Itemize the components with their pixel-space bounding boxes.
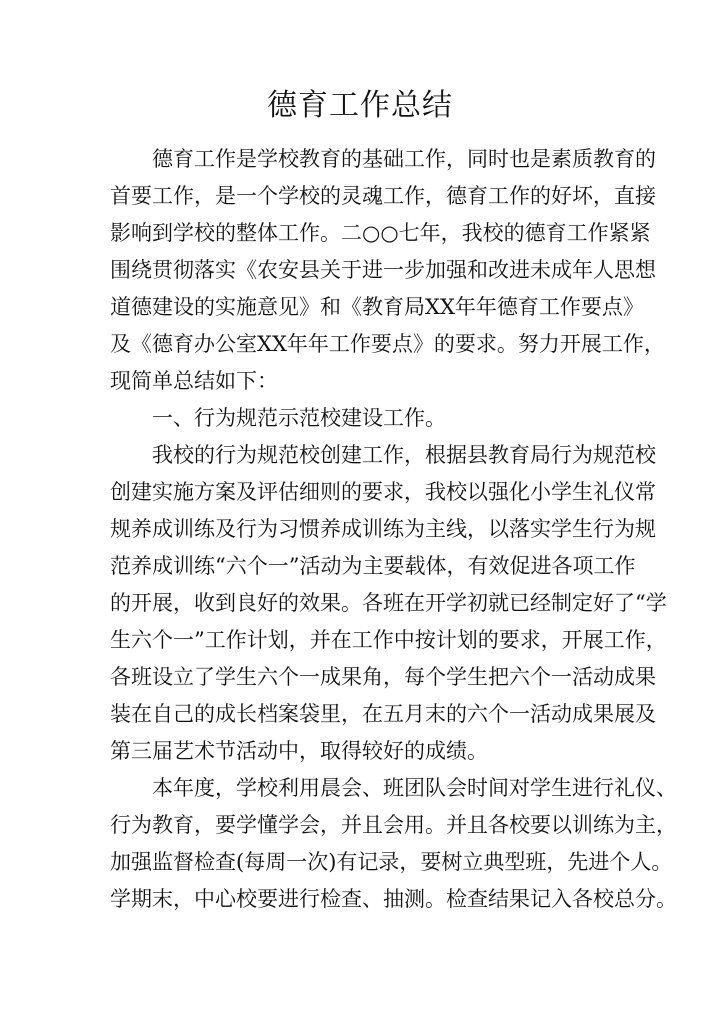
text-line: 德育工作是学校教育的基础工作，同时也是素质教育的: [152, 147, 656, 171]
text-line: 影响到学校的整体工作。二○○七年，我校的德育工作紧紧: [110, 221, 651, 245]
text-line: 行为教育，要学懂学会，并且会用。并且各校要以训练为主，: [110, 813, 677, 837]
text-line: 范养成训练“六个一”活动为主要载体，有效促进各项工作: [110, 554, 636, 578]
text-line: 加强监督检查(每周一次)有记录，要树立典型班，先进个人。: [110, 850, 673, 874]
text-line: 第三届艺术节活动中，取得较好的成绩。: [110, 739, 488, 763]
text-line: 现简单总结如下：: [110, 369, 278, 393]
text-line: 本年度，学校利用晨会、班团队会时间对学生进行礼仪、: [152, 776, 677, 800]
text-line: 各班设立了学生六个一成果角，每个学生把六个一活动成果: [110, 665, 656, 689]
document-title: 德育工作总结: [267, 88, 453, 123]
text-line: 创建实施方案及评估细则的要求，我校以强化小学生礼仪常: [110, 480, 656, 504]
text-line: 规养成训练及行为习惯养成训练为主线，以落实学生行为规: [110, 517, 656, 541]
text-line: 我校的行为规范校创建工作，根据县教育局行为规范校: [152, 443, 656, 467]
text-line: 生六个一”工作计划，并在工作中按计划的要求，开展工作，: [110, 628, 667, 652]
text-line: 学期末，中心校要进行检查、抽测。检查结果记入各校总分。: [110, 887, 677, 911]
text-line: 及《德育办公室XX年年工作要点》的要求。努力开展工作，: [110, 332, 665, 356]
text-line: 围绕贯彻落实《农安县关于进一步加强和改进未成年人思想: [110, 258, 656, 282]
text-line: 一、行为规范示范校建设工作。: [152, 406, 446, 430]
text-line: 首要工作，是一个学校的灵魂工作，德育工作的好坏，直接: [110, 184, 656, 208]
text-line: 的开展，收到良好的效果。各班在开学初就已经制定好了“学: [110, 591, 667, 615]
text-line: 装在自己的成长档案袋里，在五月末的六个一活动成果展及: [110, 702, 656, 726]
document-body: [110, 141, 677, 918]
text-line: 道德建设的实施意见》和《教育局XX年年德育工作要点》: [110, 295, 644, 319]
